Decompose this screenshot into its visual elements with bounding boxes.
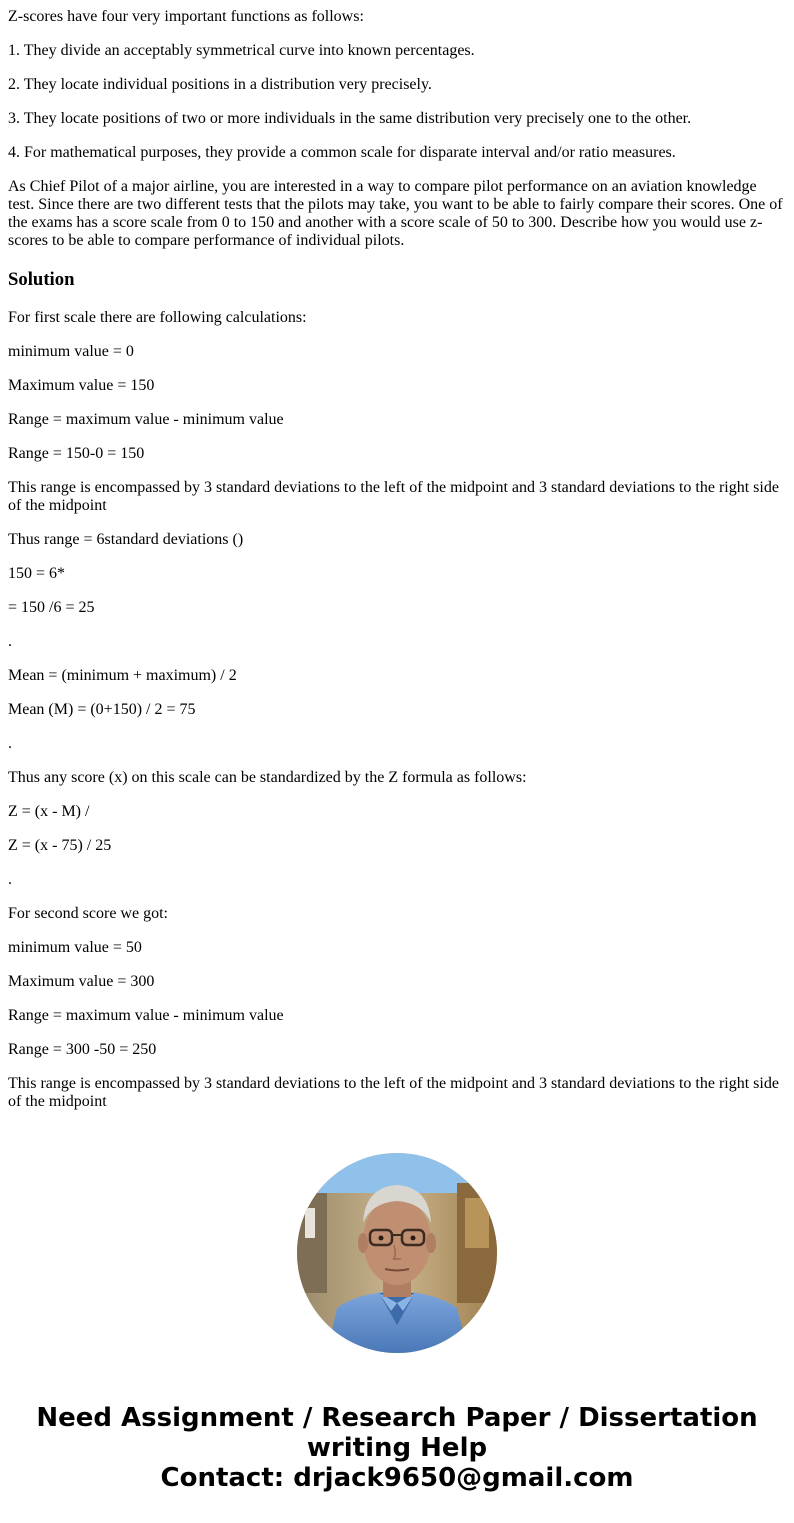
- solution-line: Range = maximum value - minimum value: [8, 411, 284, 428]
- question-intro: Z-scores have four very important functions as follows:: [8, 8, 364, 25]
- question-scenario: As Chief Pilot of a major airline, you are interested in a way to compare pilot performance on an aviation knowledge test. Since there are two different tests that the pilots may take, you want to be able to fairly compare their scores. One of the exams has a score scale from 0 to 150 and another with a score scale of 50 to 300. Describe how you would use z-scores to be able to compare performance of individual pilots.: [8, 178, 783, 249]
- document-body: [8, 0, 786, 1127]
- banner-line: writing Help: [306, 1433, 488, 1463]
- solution-line: This range is encompassed by 3 standard deviations to the left of the midpoint and 3 standard deviations to the right side of the midpoint: [8, 479, 779, 514]
- solution-line: Maximum value = 150: [8, 377, 155, 394]
- solution-line: Thus any score (x) on this scale can be standardized by the Z formula as follows:: [8, 769, 527, 786]
- solution-line: .: [8, 871, 12, 888]
- solution-heading: Solution: [8, 269, 75, 290]
- solution-line: minimum value = 50: [8, 939, 142, 956]
- solution-line: Range = 150-0 = 150: [8, 445, 145, 462]
- function-item-2: 2. They locate individual positions in a distribution very precisely.: [8, 76, 432, 93]
- solution-line: For second score we got:: [8, 905, 168, 922]
- solution-line: This range is encompassed by 3 standard deviations to the left of the midpoint and 3 standard deviations to the right side of the midpoint: [8, 1075, 779, 1110]
- solution-line: Range = 300 -50 = 250: [8, 1041, 157, 1058]
- solution-line: For first scale there are following calculations:: [8, 309, 307, 326]
- contact-line: Contact: drjack9650@gmail.com: [160, 1463, 634, 1493]
- solution-line: 150 = 6*: [8, 565, 66, 582]
- solution-line: minimum value = 0: [8, 343, 134, 360]
- solution-line: = 150 /6 = 25: [8, 599, 95, 616]
- solution-line: .: [8, 633, 12, 650]
- solution-line: Mean (M) = (0+150) / 2 = 75: [8, 701, 196, 718]
- solution-line: Range = maximum value - minimum value: [8, 1007, 284, 1024]
- avatar: [297, 1153, 497, 1353]
- solution-line: Maximum value = 300: [8, 973, 155, 990]
- solution-line: Thus range = 6standard deviations (): [8, 531, 244, 548]
- banner-line: Need Assignment / Research Paper / Dissertation: [36, 1403, 758, 1433]
- tutor-photo: [297, 1153, 497, 1353]
- function-item-3: 3. They locate positions of two or more individuals in the same distribution very precisely one to the other.: [8, 110, 692, 127]
- function-item-4: 4. For mathematical purposes, they provide a common scale for disparate interval and/or ratio measures.: [8, 144, 676, 161]
- function-item-1: 1. They divide an acceptably symmetrical curve into known percentages.: [8, 42, 475, 59]
- solution-line: Mean = (minimum + maximum) / 2: [8, 667, 237, 684]
- solution-line: Z = (x - 75) / 25: [8, 837, 112, 854]
- contact-banner: [0, 1403, 794, 1493]
- solution-line: .: [8, 735, 12, 752]
- solution-line: Z = (x - M) /: [8, 803, 90, 820]
